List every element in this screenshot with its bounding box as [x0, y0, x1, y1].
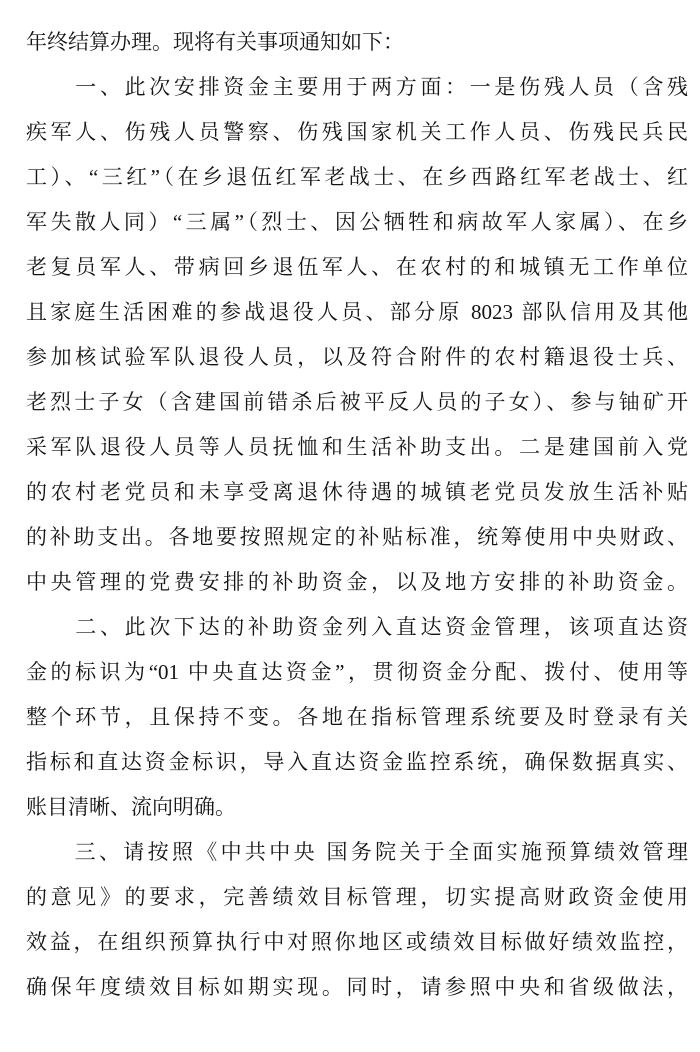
text-line: 指标和直达资金标识，导入直达资金监控系统，确保数据真实、	[26, 750, 688, 774]
text-line: 效益，在组织预算执行中对照你地区或绩效目标做好绩效监控，	[26, 930, 688, 954]
text-line: 一、此次安排资金主要用于两方面：一是伤残人员（含残	[26, 75, 688, 99]
text-line: 疾军人、伤残人员警察、伤残国家机关工作人员、伤残民兵民	[26, 120, 688, 144]
text-line: 工）、“三红”（在乡退伍红军老战士、在乡西路红军老战士、红	[26, 165, 688, 189]
text-line: 的农村老党员和未享受离退休待遇的城镇老党员发放生活补贴	[26, 480, 688, 504]
text-line: 三、请按照《中共中央 国务院关于全面实施预算绩效管理	[26, 840, 688, 864]
document-body	[26, 20, 688, 1010]
text-line: 账目清晰、流向明确。	[26, 795, 236, 819]
text-line: 金的标识为“01 中央直达资金”，贯彻资金分配、拨付、使用等	[26, 660, 688, 684]
text-line: 采军队退役人员等人员抚恤和生活补助支出。二是建国前入党	[26, 435, 688, 459]
text-line: 的补助支出。各地要按照规定的补贴标准，统筹使用中央财政、	[26, 525, 688, 549]
text-line: 老烈士子女（含建国前错杀后被平反人员的子女）、参与铀矿开	[26, 390, 688, 414]
text-line: 军失散人同）“三属”（烈士、因公牺牲和病故军人家属）、在乡	[26, 210, 688, 234]
text-line: 年终结算办理。现将有关事项通知如下：	[26, 30, 404, 54]
text-line: 参加核试验军队退役人员，以及符合附件的农村籍退役士兵、	[26, 345, 688, 369]
text-line: 老复员军人、带病回乡退伍军人、在农村的和城镇无工作单位	[26, 255, 688, 279]
text-line: 的意见》的要求，完善绩效目标管理，切实提高财政资金使用	[26, 885, 688, 909]
text-line: 二、此次下达的补助资金列入直达资金管理，该项直达资	[26, 615, 688, 639]
text-line: 中央管理的党费安排的补助资金，以及地方安排的补助资金。	[26, 570, 688, 594]
text-line: 确保年度绩效目标如期实现。同时，请参照中央和省级做法，	[26, 975, 688, 999]
text-line: 且家庭生活困难的参战退役人员、部分原 8023 部队信用及其他	[26, 300, 688, 324]
text-line: 整个环节，且保持不变。各地在指标管理系统要及时登录有关	[26, 705, 688, 729]
